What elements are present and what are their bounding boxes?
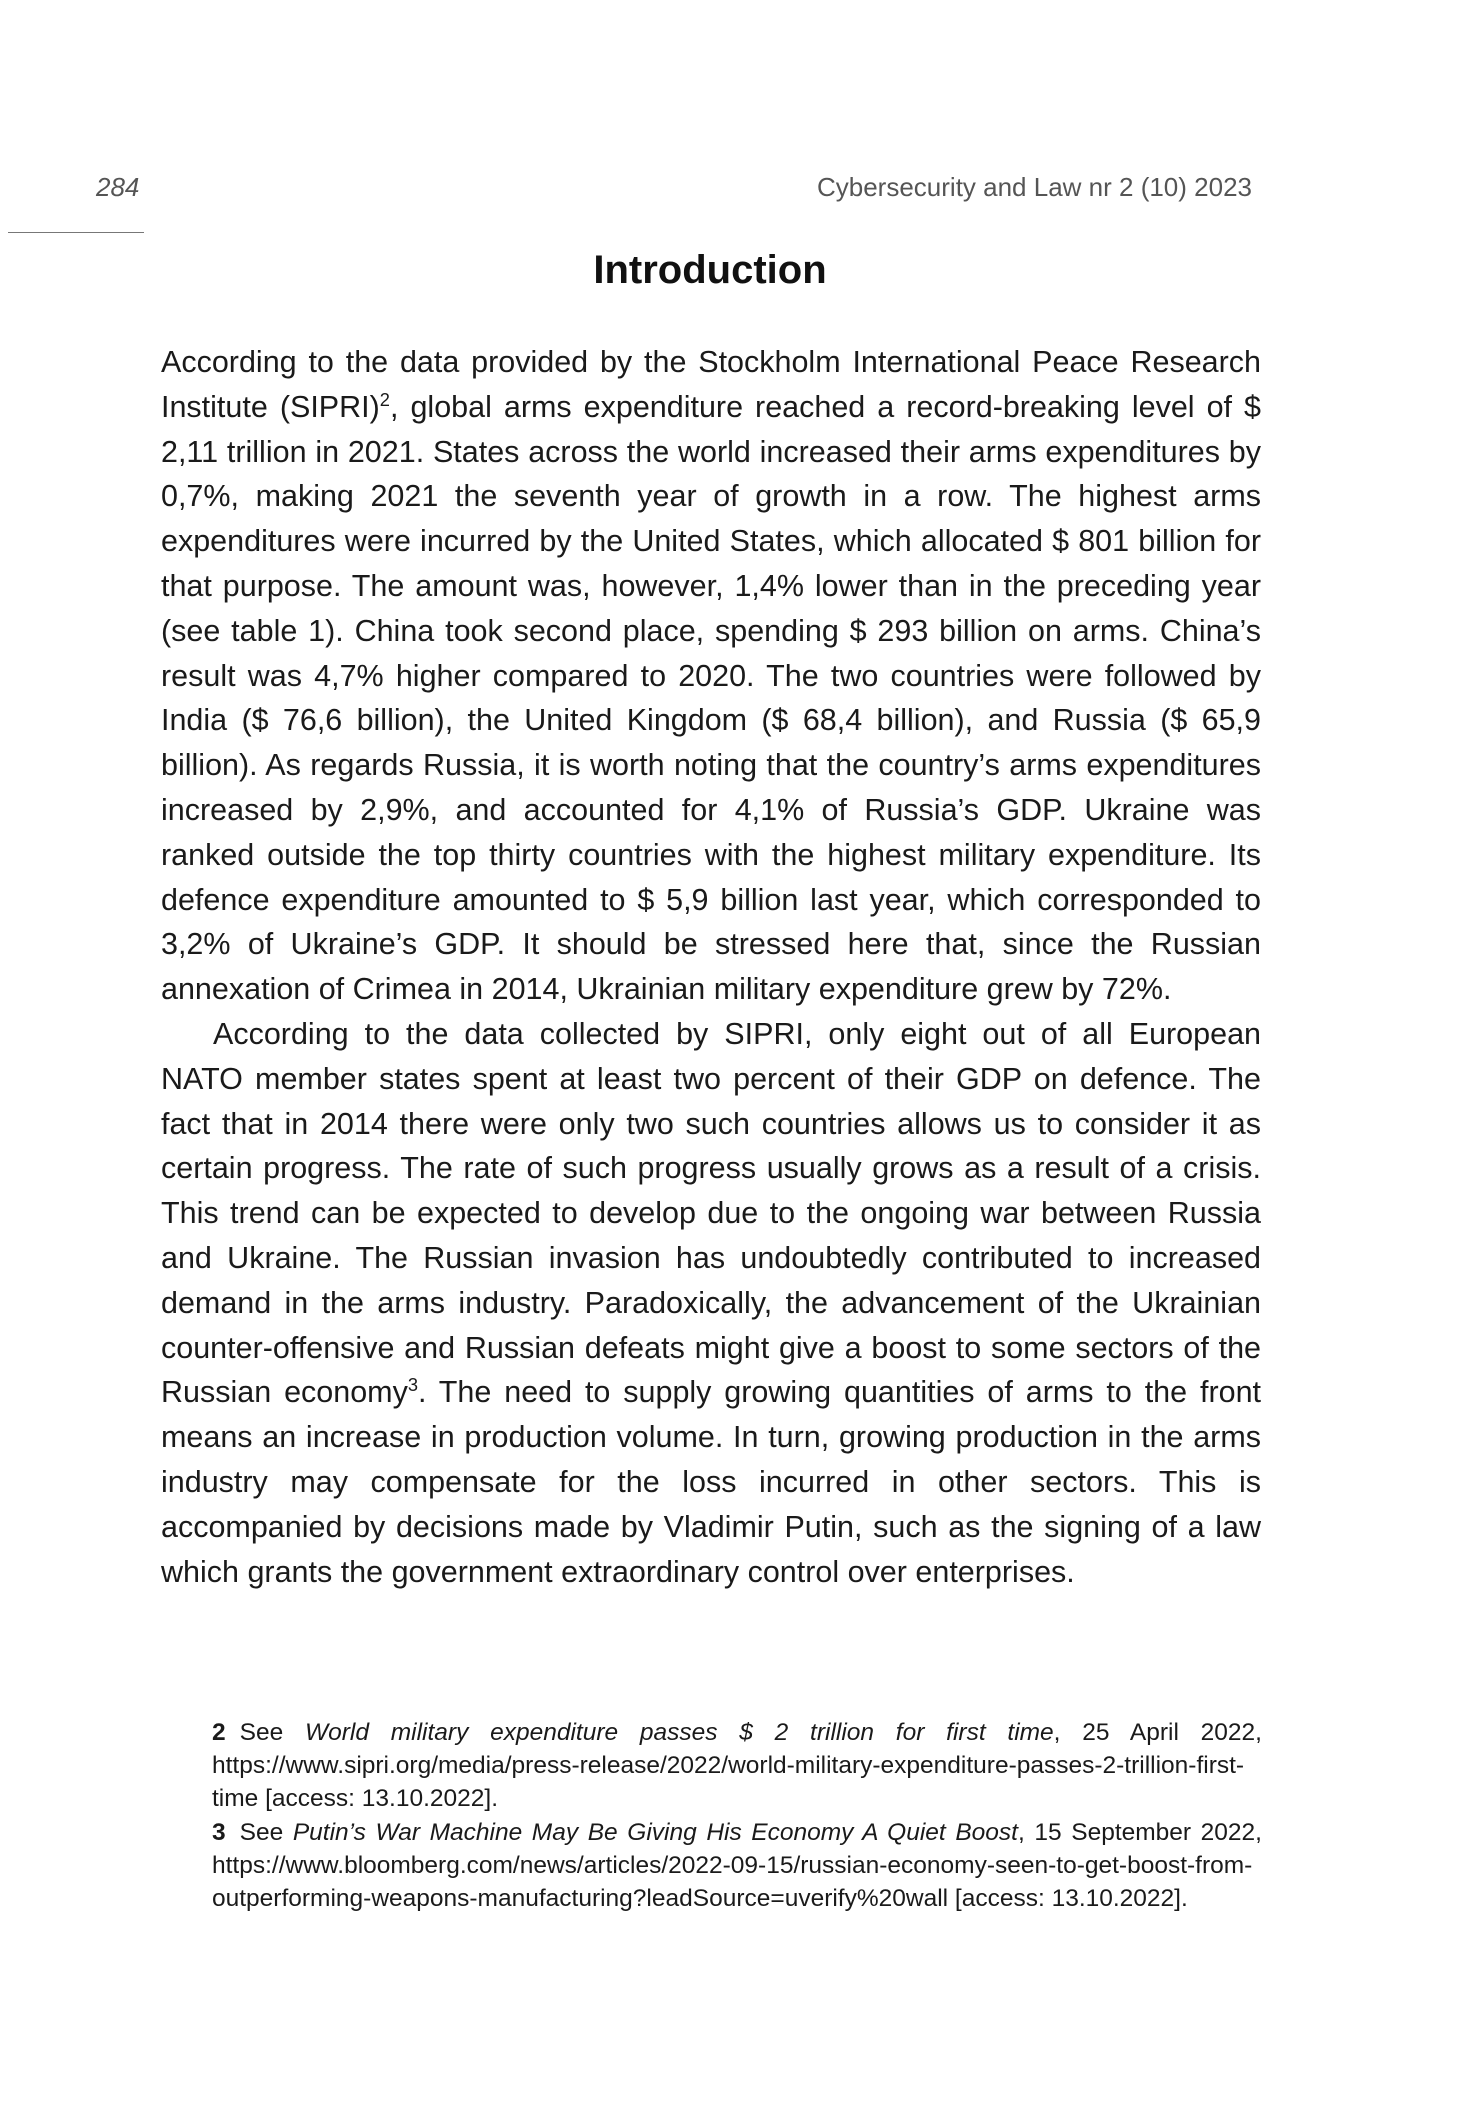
running-header-journal: Cybersecurity and Law nr 2 (10) 2023: [816, 172, 1252, 202]
header-divider: [8, 232, 144, 233]
footnote-citation[interactable]: , 15 September 2022, https://www.bloomberg.com/news/articles/2022-09-15/russian-economy-seen-to-get-boost-from-outperforming-weapons-manufacturing?leadSource=uverify%20wall [access: 13.10.2022].: [212, 1818, 1262, 1913]
footnote-number: 3: [212, 1818, 226, 1846]
footnotes: [212, 1716, 1262, 1915]
paragraph-2-text-a: According to the data collected by SIPRI, only eight out of all European NATO member states spent at least two percent of their GDP on defence. The fact that in 2014 there were only two such countries allows us to consider it as certain progress. The rate of such progress usually grows as a result of a crisis. This trend can be expected to develop due to the ongoing war between Russia and Ukraine. The Russian invasion has undoubtedly contributed to increased demand in the arms industry. Paradoxically, the advancement of the Ukrainian counter-offensive and Russian defeats might give a boost to some sectors of the Russian economy: [161, 1016, 1261, 1410]
paragraph-1-text-a: According to the data provided by the Stockholm International Peace Research Institute (SIPRI): [161, 345, 1261, 424]
paragraph-1: [161, 340, 1261, 1012]
footnote-title: World military expenditure passes $ 2 trillion for first time: [305, 1719, 1054, 1746]
page-number: 284: [96, 172, 140, 202]
footnote-3: [212, 1816, 1262, 1916]
footnote-2: [212, 1716, 1262, 1816]
section-title: Introduction: [593, 248, 827, 292]
paragraph-2: [161, 1012, 1261, 1594]
body-text: [161, 340, 1261, 1594]
footnote-see: See: [239, 1719, 305, 1746]
paragraph-2-text-b: . The need to supply growing quantities of arms to the front means an increase in production volume. In turn, growing production in the arms industry may compensate for the loss incurred in other sectors. This is accompanied by decisions made by Vladimir Putin, such as the signing of a law which grants the government extraordinary control over enterprises.: [161, 1375, 1262, 1589]
footnote-title: Putin’s War Machine May Be Giving His Economy A Quiet Boost: [292, 1818, 1018, 1846]
footnote-number: 2: [212, 1719, 226, 1746]
footnote-citation[interactable]: , 25 April 2022, https://www.sipri.org/media/press-release/2022/world-military-expenditure-passes-2-trillion-first-time [access: 13.10.2022].: [212, 1719, 1262, 1813]
paragraph-1-text-b: , global arms expenditure reached a record-breaking level of $ 2,11 trillion in 2021. States across the world increased their arms expenditures by 0,7%, making 2021 the seventh year of growth in a row. The highest arms expenditures were incurred by the United States, which allocated $ 801 billion for that purpose. The amount was, however, 1,4% lower than in the preceding year (see table 1). China took second place, spending $ 293 billion on arms. China’s result was 4,7% higher compared to 2020. The two countries were followed by India ($ 76,6 billion), the United Kingdom ($ 68,4 billion), and Russia ($ 65,9 billion). As regards Russia, it is worth noting that the country’s arms expenditures increased by 2,9%, and accounted for 4,1% of Russia’s GDP. Ukraine was ranked outside the top thirty countries with the highest military expenditure. Its defence expenditure amounted to $ 5,9 billion last year, which corresponded to 3,2% of Ukraine’s GDP. It should be stressed here that, since the Russian annexation of Crimea in 2014, Ukrainian military expenditure grew by 72%.: [161, 389, 1261, 1007]
footnote-ref-2[interactable]: 2: [379, 388, 390, 410]
footnote-ref-3[interactable]: 3: [407, 1374, 418, 1396]
footnote-see: See: [239, 1818, 293, 1846]
